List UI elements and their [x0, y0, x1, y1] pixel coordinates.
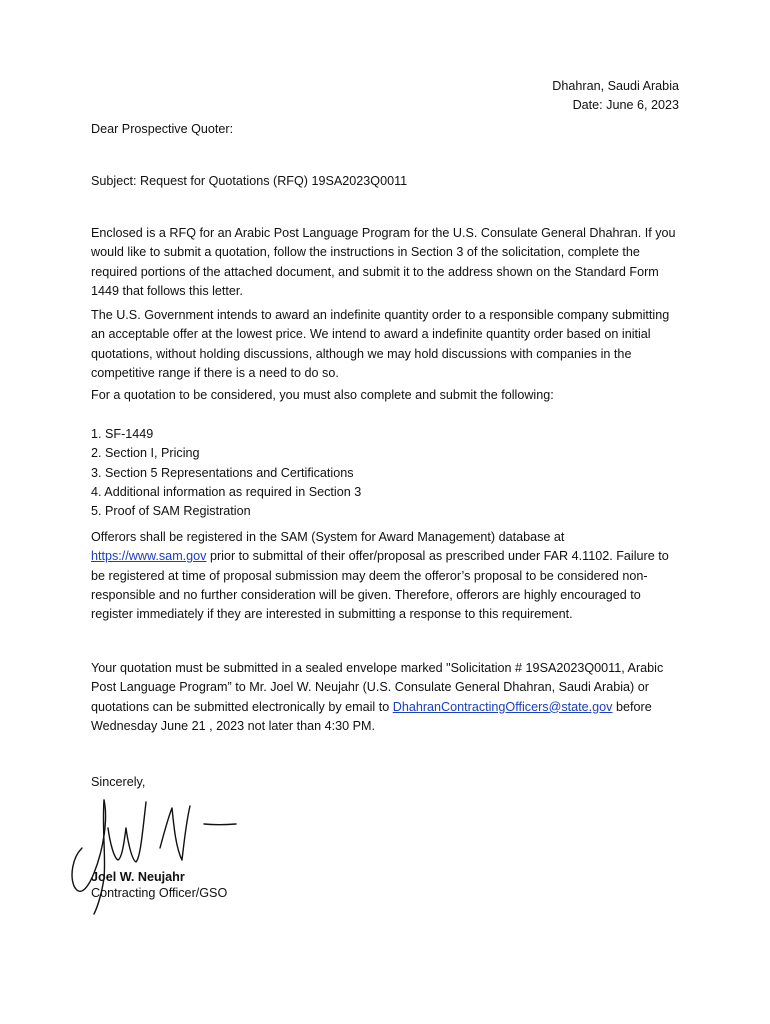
list-item: 2. Section I, Pricing [91, 446, 200, 461]
list-item: 3. Section 5 Representations and Certifications [91, 465, 354, 480]
sam-text-after: prior to submittal of their offer/proposal as prescribed under FAR 4.1102. Failure to be registered at time of proposal submission may deem the offeror’s proposal to be considered non-responsible and no further consideration will be given. Therefore, offerors are highly encouraged to register immediately if they are interested in submitting a response to this requirement. [91, 549, 669, 622]
signer-name: Joel W. Neujahr [91, 870, 185, 884]
list-item: 4. Additional information as required in Section 3 [91, 484, 362, 499]
sender-location: Dhahran, Saudi Arabia [552, 79, 679, 93]
letter-date: Date: June 6, 2023 [572, 98, 679, 113]
email-link[interactable]: DhahranContractingOfficers@state.gov [392, 699, 613, 714]
salutation: Dear Prospective Quoter: [91, 122, 234, 136]
body-paragraph-sam [91, 528, 681, 624]
sam-text-before: Offerors shall be registered in the SAM (System for Award Management) database at [91, 530, 565, 544]
body-paragraph-award: The U.S. Government intends to award an indefinite quantity order to a responsible company submitting an acceptable offer at the lowest price. We intend to award a indefinite quantity order based on initial quotations, without holding discussions, although we may hold discussions with companies in the competitive range if there is a need to do so. [91, 308, 670, 380]
body-paragraph-requirements-intro: For a quotation to be considered, you must also complete and submit the following: [91, 388, 554, 402]
submission-text-before: Your quotation must be submitted in a sealed envelope marked "Solicitation # 19SA2023Q0011, Arabic Post Language Program” to Mr. Joel W. Neujahr (U.S. Consulate General Dhahran, Saudi Arabia) or quotations can be submitted electronically by email to [91, 661, 664, 714]
body-paragraph-intro: Enclosed is a RFQ for an Arabic Post Language Program for the U.S. Consulate General Dhahran. If you would like to submit a quotation, follow the instructions in Section 3 of the solicitation, complete the required portions of the attached document, and submit it to the address shown on the Standard Form 1449 that follows this letter. [91, 226, 676, 298]
closing: Sincerely, [91, 775, 146, 789]
list-item: 5. Proof of SAM Registration [91, 504, 251, 519]
submission-text-after: before Wednesday June 21 , 2023 not later than 4:30 PM. [91, 699, 652, 733]
sam-link[interactable]: https://www.sam.gov [91, 549, 207, 564]
signer-title: Contracting Officer/GSO [91, 886, 228, 900]
subject-line: Subject: Request for Quotations (RFQ) 19SA2023Q0011 [91, 174, 408, 188]
list-item: 1. SF-1449 [91, 427, 154, 441]
requirements-list [91, 425, 681, 521]
letter-header [552, 77, 679, 116]
body-paragraph-submission [91, 659, 681, 736]
